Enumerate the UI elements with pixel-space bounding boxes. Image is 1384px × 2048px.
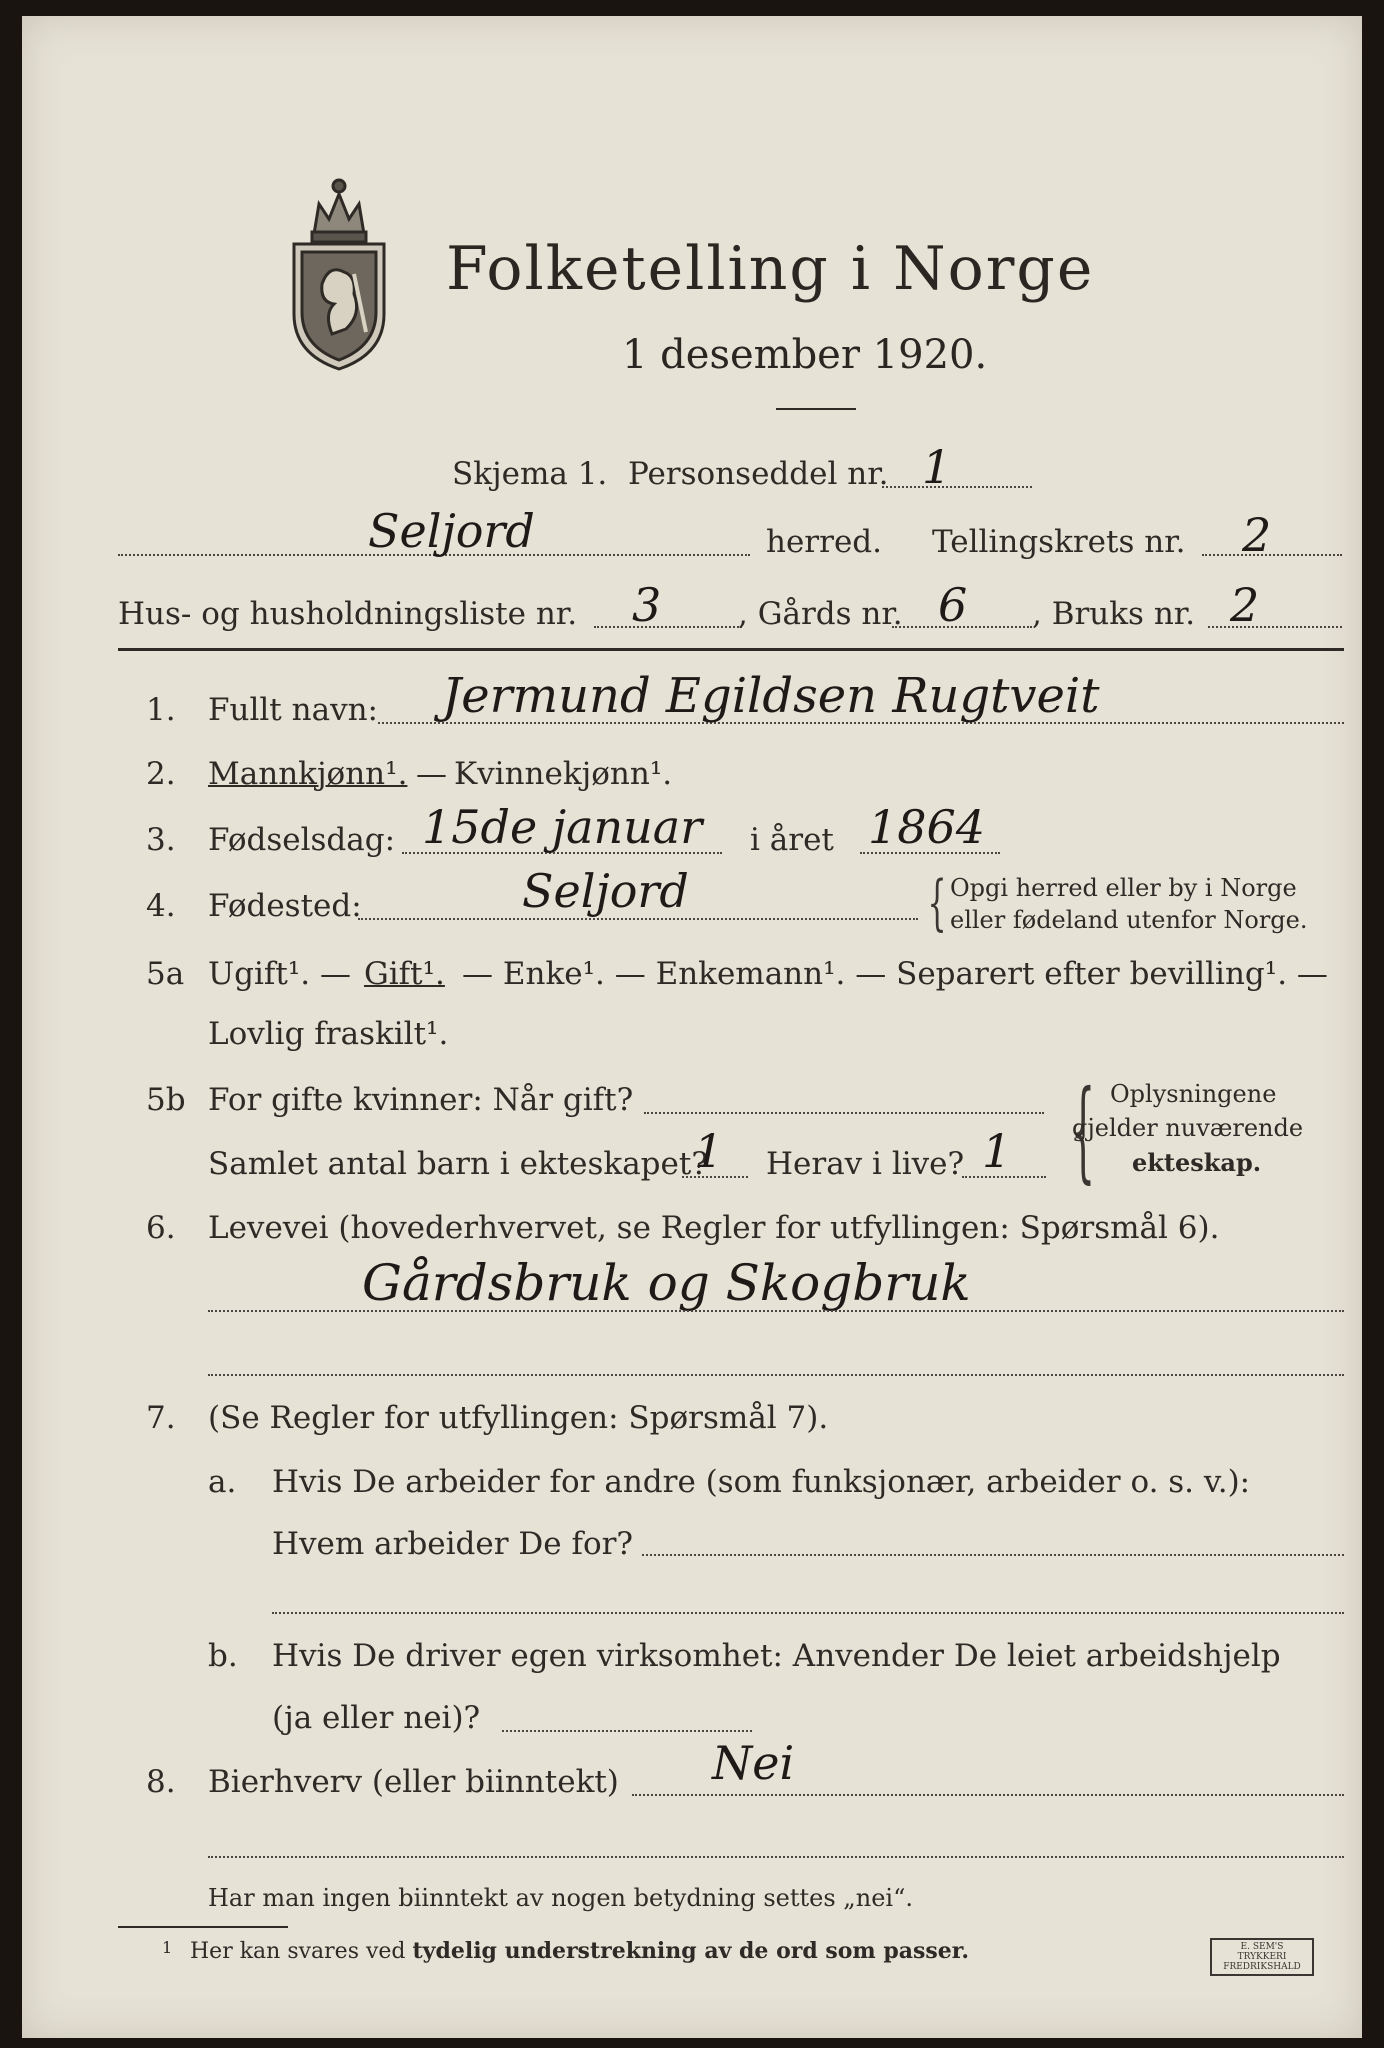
bruks-line (1208, 626, 1342, 628)
q4-label: Fødested: (208, 888, 362, 924)
q6-line1 (208, 1310, 1344, 1312)
q8-line (632, 1794, 1344, 1796)
tellingskrets-value: 2 (1242, 508, 1272, 562)
birthplace-value: Seljord (522, 864, 689, 918)
census-form-sheet (22, 16, 1362, 2038)
footnote-marker: 1 (162, 1938, 173, 1957)
q6-label: Levevei (hovederhvervet, se Regler for utfyllingen: Spørsmål 6). (208, 1210, 1220, 1246)
footnote-text (190, 1938, 969, 1964)
q8-note: Har man ingen biinntekt av nogen betydning settes „nei“. (208, 1884, 913, 1912)
q5b-number: 5b (146, 1082, 186, 1118)
footnote-text-pre: Her kan svares ved (190, 1939, 406, 1964)
q2-number: 2. (146, 756, 176, 792)
q1-label: Fullt navn: (208, 692, 378, 728)
birthday-value: 15de januar (422, 800, 703, 854)
q5b-brace: { (1070, 1066, 1096, 1194)
tellingskrets-label: Tellingskrets nr. (932, 524, 1186, 560)
q7b-line1: Hvis De driver egen virksomhet: Anvender De leiet arbeidshjelp (272, 1638, 1281, 1674)
q6-number: 6. (146, 1210, 176, 1246)
husliste-line (594, 626, 742, 628)
occupation-value: Gårdsbruk og Skogbruk (362, 1254, 971, 1312)
q5b-note-line1: Oplysningene (1110, 1080, 1277, 1108)
children-alive-value: 1 (982, 1124, 1012, 1178)
marital-options-post: — Enke¹. — Enkemann¹. — Separert efter bevilling¹. — (462, 956, 1328, 992)
marital-option-gift: Gift¹. (364, 956, 445, 992)
q5b-alive-label: Herav i live? (766, 1146, 965, 1182)
q5a-number: 5a (146, 956, 185, 992)
husliste-value: 3 (632, 578, 662, 632)
header-rule (118, 648, 1344, 651)
q4-number: 4. (146, 888, 176, 924)
q3-label: Fødselsdag: (208, 822, 396, 858)
sex-female-option: Kvinnekjønn¹. (454, 756, 673, 792)
marital-option-fraskilt: Lovlig fraskilt¹. (208, 1016, 449, 1052)
q8-label: Bierhverv (eller biinntekt) (208, 1764, 619, 1800)
birth-year-label: i året (750, 822, 834, 858)
children-count-value: 1 (694, 1124, 724, 1178)
q7b-line2: (ja eller nei)? (272, 1700, 481, 1736)
q4-note-line2: eller fødeland utenfor Norge. (950, 906, 1308, 934)
side-income-value: Nei (712, 1736, 795, 1790)
q7a-line-extra (272, 1612, 1344, 1614)
q4-brace: { (927, 868, 947, 938)
census-date: 1 desember 1920. (622, 332, 988, 378)
skjema-label: Skjema 1. (452, 456, 608, 492)
full-name-value: Jermund Egildsen Rugtveit (442, 668, 1100, 724)
personseddel-label: Personseddel nr. (628, 456, 889, 492)
q7a-letter: a. (208, 1464, 237, 1500)
bruks-label: , Bruks nr. (1032, 596, 1196, 632)
q7b-letter: b. (208, 1638, 238, 1674)
gards-value: 6 (938, 578, 968, 632)
footnote-text-bold: tydelig understrekning av de ord som passer. (412, 1938, 970, 1964)
birth-year-value: 1864 (868, 800, 986, 854)
marital-options-pre: Ugift¹. — (208, 956, 351, 992)
q4-note-line1: Opgi herred eller by i Norge (950, 874, 1297, 902)
q7b-line (502, 1730, 752, 1732)
personseddel-line (882, 486, 1032, 488)
herred-label: herred. (766, 524, 882, 560)
q3-number: 3. (146, 822, 176, 858)
sex-male-option: Mannkjønn¹. (208, 756, 408, 792)
q5b-note-line2: gjelder nuværende (1072, 1114, 1304, 1142)
q4-line (358, 918, 918, 920)
q7a-line2: Hvem arbeider De for? (272, 1526, 634, 1562)
q7-label: (Se Regler for utfyllingen: Spørsmål 7). (208, 1400, 829, 1436)
q1-number: 1. (146, 692, 176, 728)
q6-line2 (208, 1374, 1344, 1376)
q5b-children-label: Samlet antal barn i ekteskapet? (208, 1146, 708, 1182)
printer-stamp: E. SEM'S TRYKKERI FREDRIKSHALD (1210, 1938, 1314, 1976)
personseddel-value: 1 (922, 440, 952, 494)
form-title: Folketelling i Norge (446, 234, 1095, 304)
herred-value: Seljord (368, 504, 535, 558)
q5b-when-married-label: For gifte kvinner: Når gift? (208, 1082, 634, 1118)
title-divider (776, 408, 856, 410)
q7-number: 7. (146, 1400, 176, 1436)
q5b-when-married-line (644, 1112, 1044, 1114)
gards-label: , Gårds nr. (738, 596, 903, 632)
q8-line2 (208, 1856, 1344, 1858)
husliste-label: Hus- og husholdningsliste nr. (118, 596, 578, 632)
q7a-line1: Hvis De arbeider for andre (som funksjonær, arbeider o. s. v.): (272, 1464, 1251, 1500)
bruks-value: 2 (1230, 578, 1260, 632)
q5b-note-line3: ekteskap. (1132, 1148, 1262, 1177)
q7a-line (642, 1554, 1344, 1556)
sex-separator: — (416, 756, 447, 792)
footnote-rule (118, 1926, 288, 1928)
norwegian-coat-of-arms-icon (284, 164, 394, 374)
tellingskrets-line (1202, 554, 1342, 556)
q8-number: 8. (146, 1764, 176, 1800)
